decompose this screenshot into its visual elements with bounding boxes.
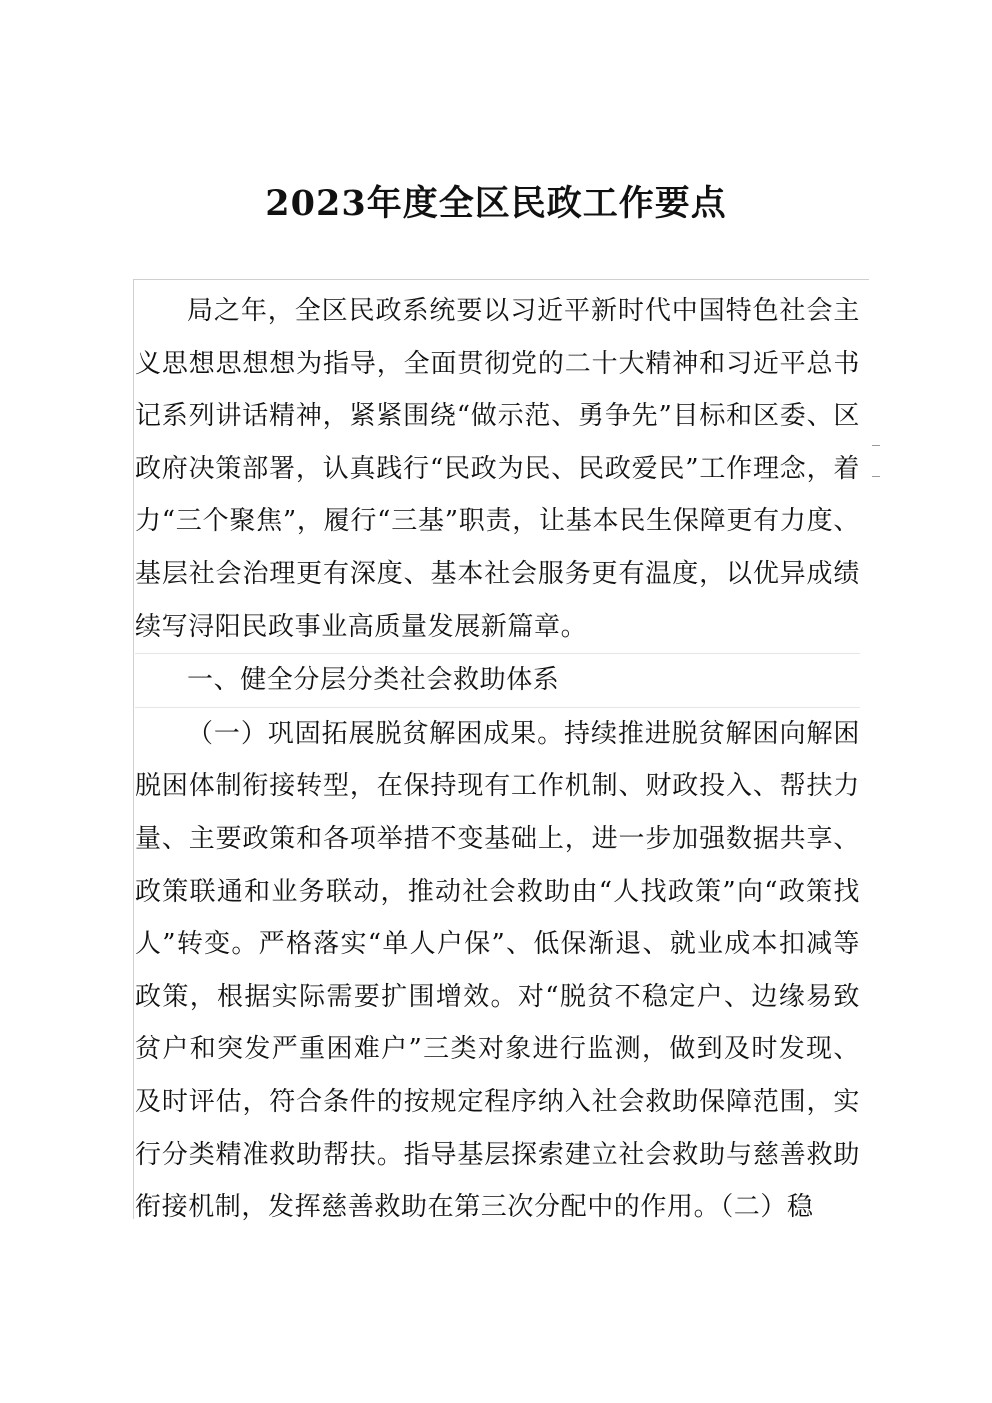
margin-mark: [872, 445, 880, 446]
text-frame-left-border: [133, 279, 134, 1219]
section-heading: 一、健全分层分类社会救助体系: [135, 653, 860, 707]
document-title: 2023年度全区民政工作要点: [265, 183, 727, 224]
document-body: [135, 285, 860, 1234]
intro-paragraph: 局之年，全区民政系统要以习近平新时代中国特色社会主义思想思想想为指导，全面贯彻党的二十大精神和习近平总书记系列讲话精神，紧紧围绕“做示范、勇争先”目标和区委、区政府决策部署，认真践行“民政为民、民政爱民”工作理念，着力“三个聚焦”，履行“三基”职责，让基本民生保障更有力度、基层社会治理更有深度、基本社会服务更有温度，以优异成绩续写浔阳民政事业高质量发展新篇章。: [135, 296, 860, 642]
margin-mark: [872, 476, 880, 477]
text-frame-top-border: [133, 279, 869, 280]
body-paragraph: （一）巩固拓展脱贫解困成果。持续推进脱贫解困向解困脱困体制衔接转型，在保持现有工作机制、财政投入、帮扶力量、主要政策和各项举措不变基础上，进一步加强数据共享、政策联通和业务联动，推动社会救助由“人找政策”向“政策找人”转变。严格落实“单人户保”、低保渐退、就业成本扣减等政策，根据实际需要扩围增效。对“脱贫不稳定户、边缘易致贫户和突发严重困难户”三类对象进行监测，做到及时发现、及时评估，符合条件的按规定程序纳入社会救助保障范围，实行分类精准救助帮扶。指导基层探索建立社会救助与慈善救助衔接机制，发挥慈善救助在第三次分配中的作用。（二）稳: [135, 707, 860, 1234]
